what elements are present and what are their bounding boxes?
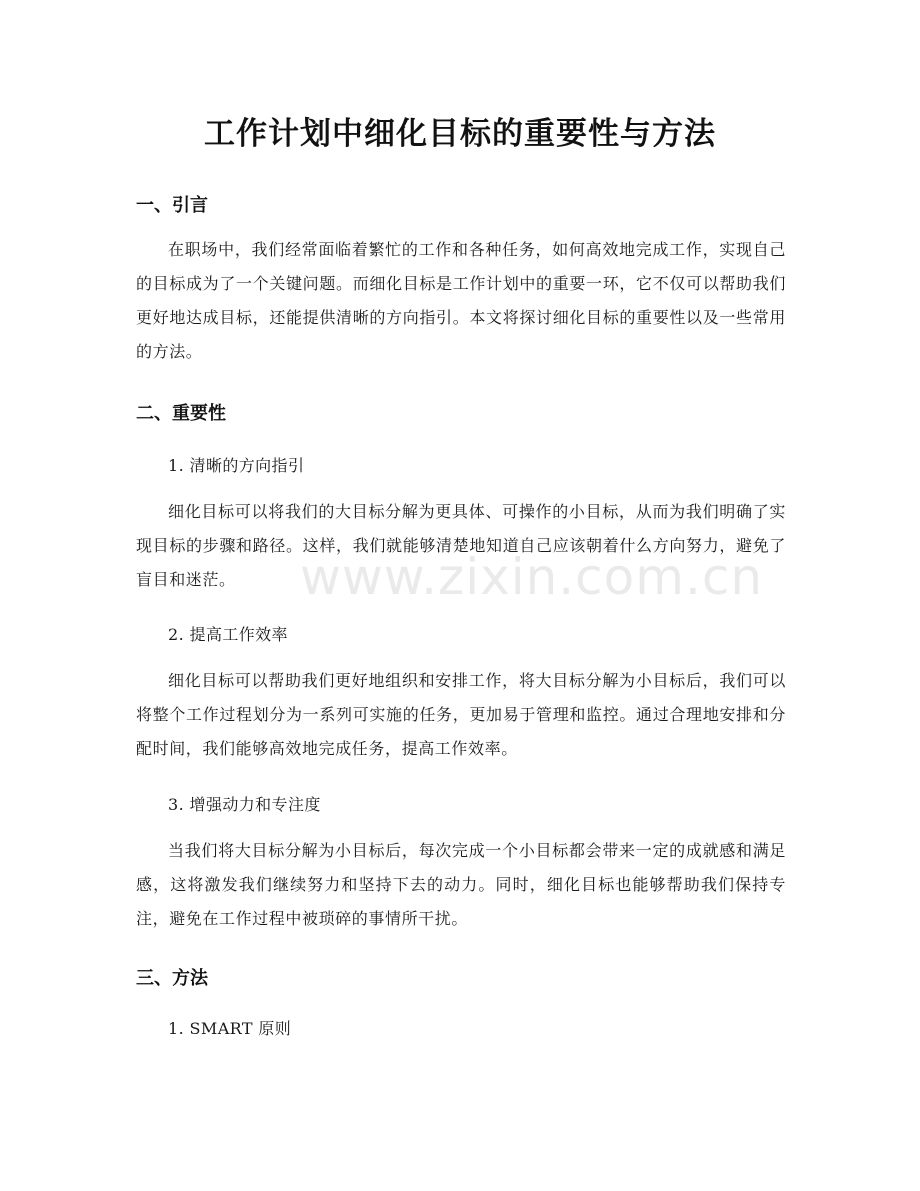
watermark: www.zixin.com.cn bbox=[300, 548, 764, 606]
importance-item-2-label: 2. 提高工作效率 bbox=[168, 625, 288, 644]
section-heading-methods: 三、方法 bbox=[136, 968, 208, 989]
section-heading-importance: 二、重要性 bbox=[136, 403, 226, 424]
importance-item-1-text: 细化目标可以将我们的大目标分解为更具体、可操作的小目标，从而为我们明确了实现目标的步骤和路径。这样，我们就能够清楚地知道自己应该朝着什么方向努力，避免了盲目和迷茫。 bbox=[136, 502, 786, 589]
importance-item-1-label: 1. 清晰的方向指引 bbox=[168, 456, 305, 475]
importance-item-3-text: 当我们将大目标分解为小目标后，每次完成一个小目标都会带来一定的成就感和满足感，这将激发我们继续努力和坚持下去的动力。同时，细化目标也能够帮助我们保持专注，避免在工作过程中被琐碎的事情所干扰。 bbox=[136, 841, 786, 928]
importance-item-2-text: 细化目标可以帮助我们更好地组织和安排工作，将大目标分解为小目标后，我们可以将整个工作过程划分为一系列可实施的任务，更加易于管理和监控。通过合理地安排和分配时间，我们能够高效地完成任务，提高工作效率。 bbox=[136, 671, 786, 758]
method-item-1-label: 1. SMART 原则 bbox=[168, 1019, 292, 1038]
section-heading-intro: 一、引言 bbox=[136, 195, 208, 216]
intro-paragraph: 在职场中，我们经常面临着繁忙的工作和各种任务，如何高效地完成工作，实现自己的目标成为了一个关键问题。而细化目标是工作计划中的重要一环，它不仅可以帮助我们更好地达成目标，还能提供清晰的方向指引。本文将探讨细化目标的重要性以及一些常用的方法。 bbox=[136, 240, 786, 361]
importance-item-3-label: 3. 增强动力和专注度 bbox=[168, 795, 321, 814]
document-title: 工作计划中细化目标的重要性与方法 bbox=[204, 116, 716, 152]
